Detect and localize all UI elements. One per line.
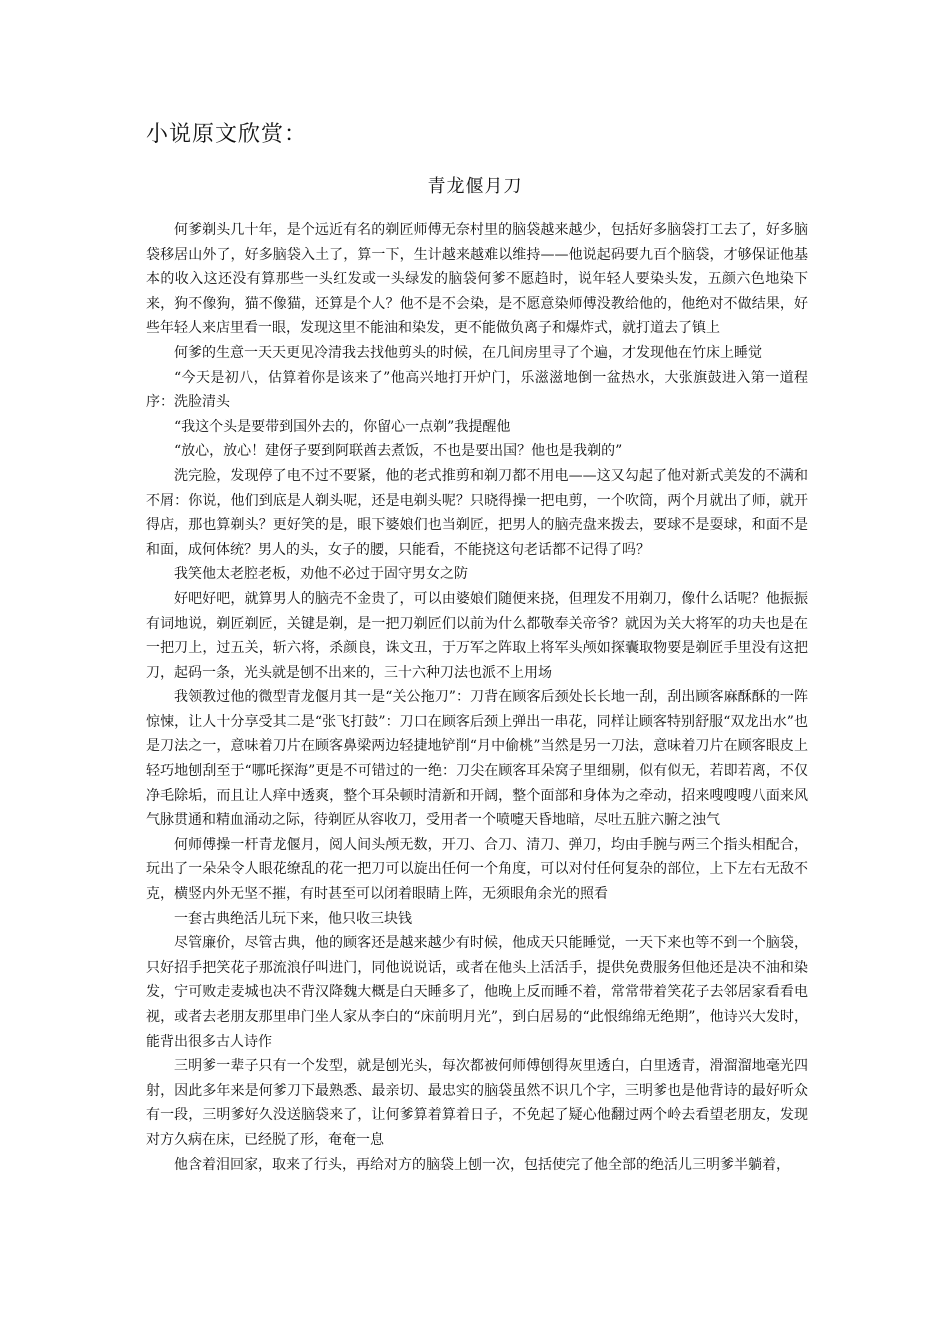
story-body	[146, 218, 808, 1177]
paragraph: 洗完脸，发现停了电不过不要紧，他的老式推剪和剃刀都不用电——这又勾起了他对新式美发的不满和不屑：你说，他们到底是人剃头呢，还是电剃头呢？只晓得操一把电剪，一个吹筒，两个月就出了师，就开得店，那也算剃头？更好笑的是，眼下婆娘们也当剃匠，把男人的脑壳盘来拨去，要球不是耍球，和面不是和面，成何体统？男人的头，女子的腰，只能看，不能挠这句老话都不记得了吗？	[146, 467, 808, 558]
paragraph: 他含着泪回家，取来了行头，再给对方的脑袋上刨一次，包括使完了他全部的绝活儿三明爹半躺着，	[174, 1156, 790, 1173]
paragraph: 我领教过他的微型青龙偃月其一是“关公拖刀”：刀背在顾客后颈处长长地一刮，刮出顾客麻酥酥的一阵惊悚，让人十分享受其二是“张飞打鼓”：刀口在顾客后颈上弹出一串花，同样让顾客特别舒服“双龙出水”也是刀法之一，意味着刀片在顾客鼻梁两边轻捷地铲削“月中偷桃”当然是另一刀法，意味着刀片在顾客眼皮上轻巧地刨刮至于“哪吒探海”更是不可错过的一绝：刀尖在顾客耳朵窝子里细剔，似有似无，若即若离，不仅净毛除垢，而且让人痒中透爽，整个耳朵顿时清新和开阔，整个面部和身体为之牵动，招来嗖嗖嗖八面来风气脉贯通和精血涌动之际，待剃匠从容收刀，受用者一个喷嚏天昏地暗，尽吐五脏六腑之浊气	[146, 689, 808, 829]
paragraph: 尽管廉价，尽管古典，他的顾客还是越来越少有时候，他成天只能睡觉，一天下来也等不到一个脑袋，只好招手把笑花子那流浪仔叫进门，同他说说话，或者在他头上活活手，提供免费服务但他还是决不油和染发，宁可败走麦城也决不背汉降魏大概是白天睡多了，他晚上反而睡不着，常常带着笑花子去邻居家看看电视，或者去老朋友那里串门坐人家从李白的“床前明月光”，到白居易的“此恨绵绵无绝期”，他诗兴大发时，能背出很多古人诗作	[146, 935, 808, 1050]
paragraph: 何爹剃头几十年，是个远近有名的剃匠师傅无奈村里的脑袋越来越少，包括好多脑袋打工去了，好多脑袋移居山外了，好多脑袋入土了，算一下，生计越来越难以维持——他说起码要九百个脑袋，才够保证他基本的收入这还没有算那些一头红发或一头绿发的脑袋何爹不愿趋时，说年轻人要染头发，五颜六色地染下来，狗不像狗，猫不像猫，还算是个人？他不是不会染，是不愿意染师傅没教给他的，他绝对不做结果，好些年轻人来店里看一眼，发现这里不能油和染发，更不能做负离子和爆炸式，就打道去了镇上	[146, 222, 808, 337]
story-title: 青龙偃月刀	[427, 176, 523, 197]
paragraph: “放心，放心！建伢子要到阿联酋去煮饭，不也是要出国？他也是我剃的”	[174, 443, 623, 460]
paragraph: 我笑他太老腔老板，劝他不必过于固守男女之防	[174, 566, 468, 583]
paragraph: 何师傅操一杆青龙偃月，阅人间头颅无数，开刀、合刀、清刀、弹刀，均由手腕与两三个指头相配合，玩出了一朵朵令人眼花缭乱的花一把刀可以旋出任何一个角度，可以对付任何复杂的部位，上下左右无敌不克，横竖内外无坚不摧，有时甚至可以闭着眼睛上阵，无须眼角余光的照看	[146, 836, 808, 903]
paragraph: “我这个头是要带到国外去的，你留心一点剃”我提醒他	[174, 418, 511, 435]
paragraph: 好吧好吧，就算男人的脑壳不金贵了，可以由婆娘们随便来挠，但理发不用剃刀，像什么话呢？他振振有词地说，剃匠剃匠，关键是剃，是一把刀剃匠们以前为什么都敬奉关帝爷？就因为关大将军的功夫也是在一把刀上，过五关，斩六将，杀颜良，诛文丑，于万军之阵取上将军头颅如探囊取物要是剃匠手里没有这把刀，起码一条，光头就是刨不出来的，三十六种刀法也派不上用场	[146, 590, 808, 681]
section-heading: 小说原文欣赏：	[146, 122, 308, 147]
paragraph: 何爹的生意一天天更见冷清我去找他剪头的时候，在几间房里寻了个遍，才发现他在竹床上睡觉	[174, 344, 762, 361]
paragraph: 一套古典绝活儿玩下来，他只收三块钱	[174, 910, 412, 927]
paragraph: 三明爹一辈子只有一个发型，就是刨光头，每次都被何师傅刨得灰里透白，白里透青，滑溜溜地毫光四射，因此多年来是何爹刀下最熟悉、最亲切、最忠实的脑袋虽然不识几个字，三明爹也是他背诗的最好听众有一段，三明爹好久没送脑袋来了，让何爹算着算着日子，不免起了疑心他翻过两个岭去看望老朋友，发现对方久病在床，已经脱了形，奄奄一息	[146, 1058, 808, 1148]
paragraph: “今天是初八，估算着你是该来了”他高兴地打开炉门，乐滋滋地倒一盆热水，大张旗鼓进入第一道程序：洗脸清头	[146, 369, 808, 411]
